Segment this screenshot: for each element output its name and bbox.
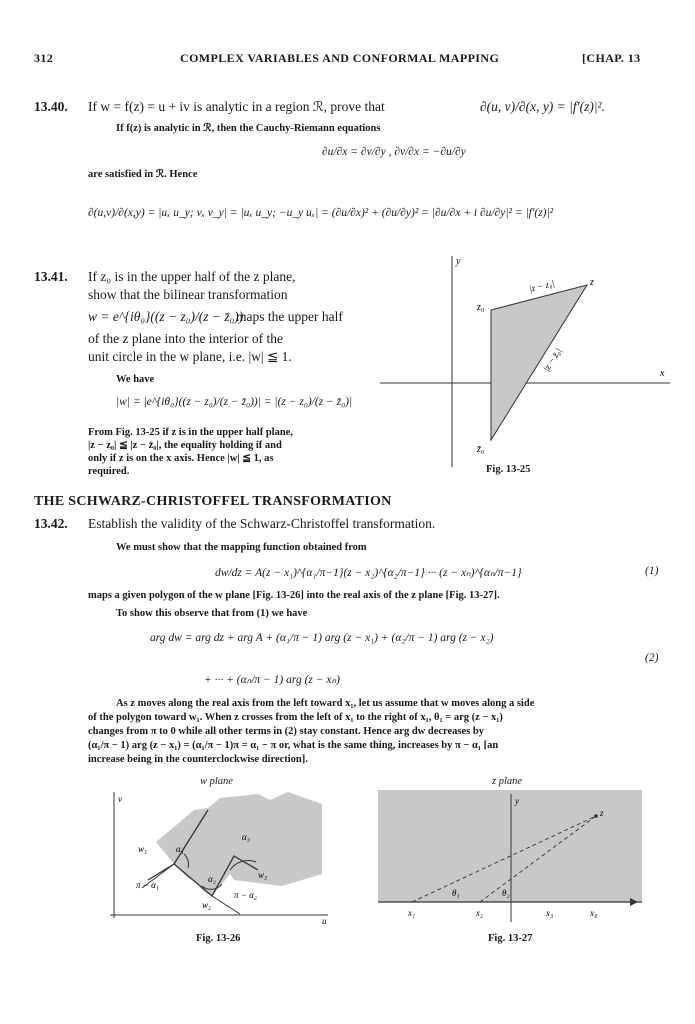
equation-1-tag: (1) bbox=[645, 565, 659, 577]
equation-2b: + ··· + (αₙ/π − 1) arg (z − xₙ) bbox=[204, 674, 340, 686]
x-axis-label: x bbox=[660, 368, 665, 379]
problem-13-41-text4: of the z plane into the interior of the bbox=[88, 331, 283, 346]
theta2-label: θ₂ bbox=[502, 888, 510, 898]
problem-13-40-statement: If w = f(z) = u + iv is analytic in a region ℛ, prove that bbox=[88, 99, 385, 114]
paragraph-line3: changes from π to 0 while all other terms in (2) stay constant. Hence arg dw decreases by bbox=[88, 726, 484, 737]
exterior-angle-a2-label: π − α₂ bbox=[234, 890, 257, 900]
x2-label: x₂ bbox=[476, 908, 484, 918]
jacobian-equation: ∂(u,v)/∂(x,y) = |uₓ u_y; vₓ v_y| = |uₓ u_y; −u_y uₓ| = (∂u/∂x)² + (∂u/∂y)² = |∂u/∂x + i ∂u/∂y|² = |f′(z)|² bbox=[88, 207, 554, 219]
figure-13-25-caption: Fig. 13-25 bbox=[486, 464, 531, 475]
problem-13-40-line2: are satisfied in ℛ. Hence bbox=[88, 169, 198, 180]
triangle-region bbox=[491, 285, 587, 440]
figure-13-27-caption: Fig. 13-27 bbox=[488, 933, 533, 944]
paragraph-line5: increase being in the counterclockwise direction]. bbox=[88, 754, 308, 765]
vertex-w3-label: w₃ bbox=[258, 870, 268, 880]
exterior-angle-a1-label: π − α₁ bbox=[136, 880, 159, 890]
segment-z-z0-label: |z − z₀| bbox=[528, 278, 556, 294]
solution-line2: |z − z₀| ≦ |z − z̄₀|, the equality holding if and bbox=[88, 440, 282, 451]
problem-13-42-line2: maps a given polygon of the w plane [Fig. 13-26] into the real axis of the z plane [Fig. 13-27]. bbox=[88, 590, 500, 601]
upper-half-plane bbox=[378, 790, 642, 902]
modulus-equation: |w| = |e^{iθ₀}((z − z₀)/(z − z̄₀))| = |(z − z₀)/(z − z̄₀)| bbox=[116, 396, 353, 408]
problem-13-40-line1: If f(z) is analytic in ℛ, then the Cauchy-Riemann equations bbox=[116, 123, 381, 134]
problem-13-42-line1: We must show that the mapping function obtained from bbox=[116, 542, 367, 553]
u-axis-label: u bbox=[322, 916, 327, 925]
bilinear-formula: w = e^{iθ₀}((z − z₀)/(z − z̄₀)) bbox=[88, 309, 244, 324]
paragraph-line2: of the polygon toward w₁. When z crosses from the left of x₁ to the right of x₁, θ₁ = arg (z − x₁) bbox=[88, 712, 503, 723]
vertex-w1-label: w₁ bbox=[138, 844, 148, 854]
chapter-label: [CHAP. 13 bbox=[582, 51, 641, 65]
point-z-label: z bbox=[590, 277, 594, 288]
figure-13-26-title: w plane bbox=[200, 776, 233, 787]
v-axis-label: v bbox=[118, 794, 122, 804]
problem-number-13-41: 13.41. bbox=[34, 269, 68, 284]
problem-13-40-result: ∂(u, v)/∂(x, y) = |f′(z)|². bbox=[480, 99, 605, 114]
section-title: THE SCHWARZ-CHRISTOFFEL TRANSFORMATION bbox=[34, 494, 392, 509]
angle-a1-label: α₁ bbox=[176, 844, 184, 854]
page-number: 312 bbox=[34, 51, 54, 65]
paragraph-line1: As z moves along the real axis from the left toward x₁, let us assume that w moves along a side bbox=[116, 698, 535, 709]
figure-13-27 bbox=[378, 790, 646, 925]
point-z0-label: z₀ bbox=[477, 302, 485, 313]
we-have-label: We have bbox=[116, 374, 155, 385]
problem-13-41-text1: If z₀ is in the upper half of the z plane, bbox=[88, 269, 296, 284]
equation-2-tag: (2) bbox=[645, 652, 659, 664]
problem-number-13-42: 13.42. bbox=[34, 516, 68, 531]
vertex-w2-label: w₂ bbox=[202, 900, 212, 910]
equation-1: dw/dz = A(z − x₁)^{α₁/π−1}(z − x₂)^{α₂/π−1} ··· (z − xₙ)^{αₙ/π−1} bbox=[215, 567, 522, 579]
point-z-label: z bbox=[600, 808, 604, 818]
y-axis-label: y bbox=[456, 256, 461, 267]
x1-label: x₁ bbox=[408, 908, 416, 918]
x4-label: x₄ bbox=[590, 908, 598, 918]
y-axis-label: y bbox=[515, 796, 519, 806]
segment-z-z0bar-label: |z − z̄₀| bbox=[541, 346, 564, 374]
point-z0bar-label: z̄₀ bbox=[477, 444, 485, 455]
x3-label: x₃ bbox=[546, 908, 554, 918]
problem-13-42-statement: Establish the validity of the Schwarz-Christoffel transformation. bbox=[88, 516, 436, 531]
problem-13-41-text5: unit circle in the w plane, i.e. |w| ≦ 1. bbox=[88, 349, 292, 364]
figure-13-25 bbox=[380, 252, 680, 472]
point-z bbox=[594, 814, 598, 818]
problem-number-13-40: 13.40. bbox=[34, 99, 68, 114]
cauchy-riemann-equations: ∂u/∂x = ∂v/∂y , ∂v/∂x = −∂u/∂y bbox=[322, 146, 466, 158]
paragraph-line4: (α₁/π − 1) arg (z − x₁) = (α₁/π − 1)π = α₁ − π or, what is the same thing, increases by π − α₁ [an bbox=[88, 740, 499, 751]
solution-line3: only if z is on the x axis. Hence |w| ≦ 1, as bbox=[88, 453, 274, 464]
problem-13-41-text2: show that the bilinear transformation bbox=[88, 287, 288, 302]
theta1-label: θ₁ bbox=[452, 888, 460, 898]
problem-13-42-line3: To show this observe that from (1) we have bbox=[116, 608, 308, 619]
solution-line4: required. bbox=[88, 466, 130, 477]
figure-13-27-title: z plane bbox=[492, 776, 523, 787]
angle-a3-label: α₃ bbox=[242, 832, 250, 842]
running-title: COMPLEX VARIABLES AND CONFORMAL MAPPING bbox=[180, 51, 500, 65]
problem-13-41-text3: maps the upper half bbox=[236, 309, 343, 324]
figure-13-26-caption: Fig. 13-26 bbox=[196, 933, 241, 944]
angle-a2-label: α₂ bbox=[208, 874, 216, 884]
solution-line1: From Fig. 13-25 if z is in the upper half plane, bbox=[88, 427, 293, 438]
equation-2a: arg dw = arg dz + arg A + (α₁/π − 1) arg (z − x₁) + (α₂/π − 1) arg (z − x₂) bbox=[150, 632, 494, 644]
figure-13-26 bbox=[108, 790, 333, 925]
